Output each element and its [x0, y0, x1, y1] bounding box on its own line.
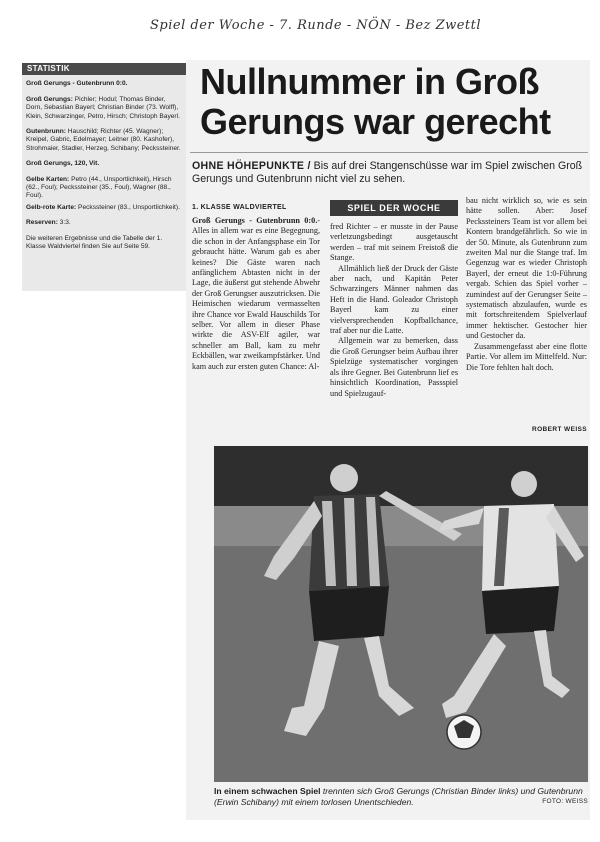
stats-reserves-label: Reserven: [26, 219, 58, 227]
col3-para-2: Zusammengefasst aber eine flotte Partie. Vor allem im Mittelfeld. Nur: Die Tore fehlten halt doch. [466, 341, 587, 372]
col3-para-1: bau nicht wirklich so, wie es sein hätte sollen. Aber: Josef Peckssteiners Team ist vor allem bei Kontern brandgefährlich. So wie in der 50. Minute, als Gutenbrunn zum zweiten Mal nur die Stange traf. Im Gegenzug war es wieder Christoph Bayerl, der erneut die 1:0-Führung vergab. Schien das Spiel vorher – zumindest auf der Gerungser Seite – systematisch abzulaufen, wurde es mit fortschreitendem Spielverlauf immer hektischer. Gestocher hier und Gestocher da. [466, 196, 587, 341]
col1-lead: Groß Gerungs - Gutenbrunn 0:0. [192, 216, 318, 225]
spiel-der-woche-badge: SPIEL DER WOCHE [330, 200, 458, 216]
article-column-3 [466, 196, 587, 373]
subhead-text: Bis auf drei Stangenschüsse war im Spiel zwischen Groß Gerungs und Gutenbrunn nicht viel zu sehen. [192, 160, 583, 185]
stats-reserves: 3:3. [59, 219, 71, 227]
article-column-1 [192, 216, 320, 372]
match-photo-illustration [214, 446, 588, 782]
headline [200, 62, 590, 142]
col1-text: - Alles in allem war es eine Begegnung, die schon in der Anfangsphase ein Tor gebraucht hätte. Warum gab es aber keines? Die Gäste waren nach anfänglichem Abtasten nicht in der Lage, die äußerst gut stehende Abwehr der Groß Gerungser auszutricksen. Die Heimischen wiedarum vermasselten ihre Chance vor Ewald Hauschilds Tor selber. Vor allem in dieser Phase wirkte die ASV-Elf agiler, war schneller am Ball, kam zu mehr Eckbällen, war zweikampfstärker. Und kam auch zur ersten guten Chance: Al- [192, 216, 320, 371]
subheadline [192, 160, 586, 186]
stats-match: Groß Gerungs - Gutenbrunn 0:0. [26, 80, 128, 88]
stats-gross-label: Groß Gerungs: [26, 95, 73, 103]
photo-credit: FOTO: WEISS [542, 798, 588, 805]
col2-para-3: Allgemein war zu bemerken, dass die Groß Gerungser beim Aufbau ihrer Spielzüge systematischer vorgingen als ihre Gegner. Bei Gutenbrunn lief es hinsichtlich Koordination, Passspiel und Spielzugauf- [330, 336, 459, 398]
statistics-header: STATISTIK [22, 63, 186, 75]
col2-para-2: Allmählich ließ der Druck der Gäste aber nach, und Kapitän Peter Schwarzingers Männer nahmen das Heft in die Hand. Goleador Christoph Bayerl kam zu einer vielversprechenden Kopfballchance, traf aber nur die Latte. [330, 263, 458, 336]
statistics-body [22, 75, 186, 251]
stats-yellowred-label: Gelb-rote Karte: [26, 203, 77, 211]
stats-spectators: Groß Gerungs, 120, Vit. [26, 160, 100, 168]
stats-gross-players: Pichler; Hodul; Thomas Binder, Dorn, Sebastian Bayerl; Christian Binder (73. Wolff), Klein, Schwarzinger, Petro, Hirsch; Christoph Bayerl. [26, 95, 180, 120]
stats-yellowred: Peckssteiner (83., Unsportlichkeit). [78, 203, 180, 211]
statistics-box [22, 63, 187, 291]
stats-yellow: Petro (44., Unsportlichkeit), Hirsch (62., Foul); Peckssteiner (35., Foul), Wagner (88., Foul). [26, 175, 172, 200]
headline-line-2: Gerungs war gerecht [200, 101, 551, 142]
handwritten-note: Spiel der Woche - 7. Runde - NÖN - Bez Zwettl [150, 18, 482, 33]
headline-line-1: Nullnummer in Groß [200, 61, 540, 102]
caption-bold: In einem schwachen Spiel [214, 786, 321, 796]
section-label: 1. KLASSE WALDVIERTEL [192, 204, 287, 211]
stats-yellow-label: Gelbe Karten: [26, 175, 70, 183]
headline-rule [190, 152, 588, 153]
article-column-2 [330, 222, 458, 399]
stats-guten-players: Hauschild; Richter (45. Wagner); Kreipel, Gabric, Edelmayer; Leitner (80. Kashofer), Strohmaier, Stadler, Herzeg, Schibany; Peckssteiner. [26, 128, 181, 152]
stats-guten-label: Gutenbrunn: [26, 128, 66, 136]
byline: ROBERT WEISS [532, 426, 587, 433]
col2-para-1: fred Richter – er musste in der Pause verletzungsbedingt ausgetauscht werden – traf mit seinem Freistoß die Stange. [330, 222, 458, 263]
stats-footer: Die weiteren Ergebnisse und die Tabelle der 1. Klasse Waldviertel finden Sie auf Seite 59. [26, 234, 163, 251]
kicker: OHNE HÖHEPUNKTE / [192, 160, 311, 172]
caption-text: trennten sich Groß Gerungs (Christian Binder links) und Gutenbrunn (Erwin Schibany) mit einem torlosen Unentschieden. [214, 786, 583, 807]
match-photo [214, 446, 588, 782]
